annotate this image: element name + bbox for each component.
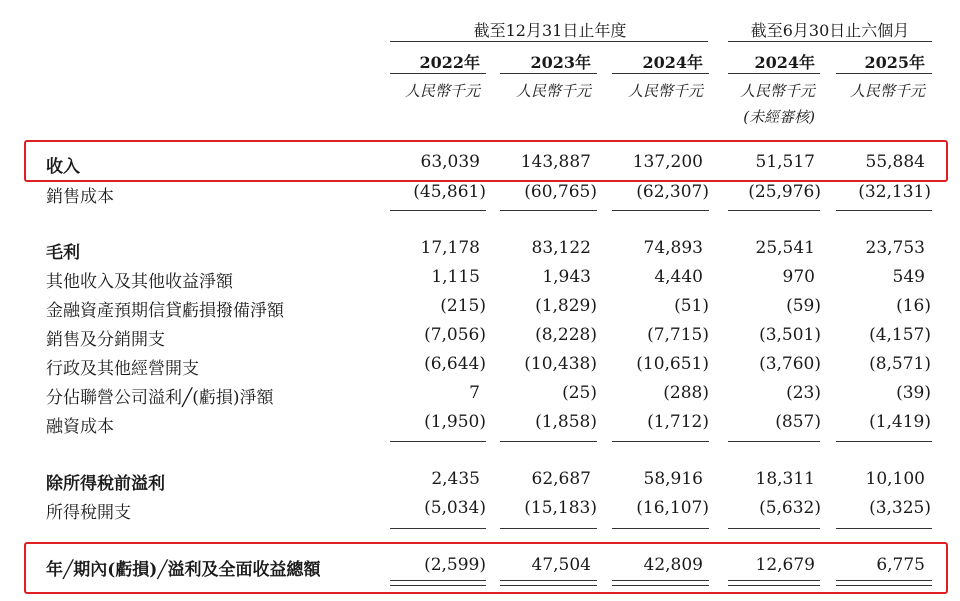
total-double-rule (836, 580, 932, 586)
unit-label: 人民幣千元 (404, 82, 480, 100)
header-group-fiscal-year-rule (390, 41, 708, 42)
table-row (0, 325, 960, 351)
subtotal-rule (728, 528, 820, 529)
subtotal-rule (612, 210, 709, 211)
cell: 25,541 (755, 238, 815, 258)
cell: 970 (782, 267, 815, 287)
cell: (5,034) (424, 498, 486, 518)
table-row (0, 498, 960, 524)
cell: 42,809 (643, 555, 703, 575)
cell: (62,307) (636, 182, 709, 202)
cell: (8,228) (535, 325, 597, 345)
subtotal-rule (612, 441, 709, 442)
table-row (0, 383, 960, 409)
cell: (45,861) (413, 182, 486, 202)
total-double-rule (500, 580, 597, 586)
cell: 1,115 (431, 267, 480, 287)
cell: (1,858) (535, 412, 597, 432)
cell: (1,419) (869, 412, 931, 432)
cell: (7,715) (647, 325, 709, 345)
cell: 4,440 (654, 267, 703, 287)
cell: (39) (896, 383, 931, 403)
cell: 51,517 (755, 152, 815, 172)
cell: 6,775 (876, 555, 925, 575)
total-double-rule (390, 580, 486, 586)
cell: 549 (892, 267, 925, 287)
cell: 12,679 (755, 555, 815, 575)
row-label-admin-expenses: 行政及其他經營開支 (46, 359, 199, 379)
cell: (15,183) (524, 498, 597, 518)
cell: 74,893 (643, 238, 703, 258)
year-header: 2024年 (754, 53, 815, 72)
table-row (0, 296, 960, 322)
row-label-selling-expenses: 銷售及分銷開支 (46, 330, 165, 350)
table-row (0, 555, 960, 581)
table-row (0, 182, 960, 208)
subtotal-rule (500, 210, 597, 211)
unit-label: 人民幣千元 (627, 82, 703, 100)
subtotal-rule (390, 441, 486, 442)
row-label-cost-of-sales: 銷售成本 (46, 187, 114, 207)
row-label-revenue: 收入 (46, 157, 80, 177)
subtotal-rule (390, 210, 486, 211)
cell: (215) (440, 296, 486, 316)
subtotal-rule (500, 528, 597, 529)
cell: 58,916 (643, 469, 703, 489)
subtotal-rule (500, 441, 597, 442)
year-header: 2023年 (530, 53, 591, 72)
cell: 7 (469, 383, 480, 403)
table-row (0, 152, 960, 178)
cell: 83,122 (531, 238, 591, 258)
cell: 143,887 (520, 152, 591, 172)
subtotal-rule (728, 210, 820, 211)
cell: (7,056) (424, 325, 486, 345)
cell: 47,504 (531, 555, 591, 575)
cell: (3,501) (759, 325, 821, 345)
row-label-finance-costs: 融資成本 (46, 417, 114, 437)
cell: (16,107) (636, 498, 709, 518)
unit-label: 人民幣千元 (739, 82, 815, 100)
cell: (5,632) (759, 498, 821, 518)
unit-label: 人民幣千元 (515, 82, 591, 100)
year-rule (612, 73, 709, 74)
cell: (10,438) (524, 354, 597, 374)
row-label-ecl-allowance: 金融資產預期信貸虧損撥備淨額 (46, 301, 284, 321)
table-row (0, 469, 960, 495)
subtotal-rule (612, 528, 709, 529)
header-group-half-year: 截至6月30日止六個月 (750, 21, 910, 40)
year-rule (500, 73, 597, 74)
subtotal-rule (728, 441, 820, 442)
subtotal-rule (390, 528, 486, 529)
table-row (0, 412, 960, 438)
cell: (4,157) (869, 325, 931, 345)
row-label-share-of-associates: 分佔聯營公司溢利╱(虧損)淨額 (46, 388, 274, 408)
cell: 17,178 (420, 238, 480, 258)
unit-label: 人民幣千元 (849, 82, 925, 100)
row-label-profit-before-tax: 除所得稅前溢利 (46, 474, 165, 494)
year-header: 2022年 (419, 53, 480, 72)
cell: (1,712) (647, 412, 709, 432)
row-label-income-tax: 所得稅開支 (46, 503, 131, 523)
cell: (857) (775, 412, 821, 432)
cell: (2,599) (424, 555, 486, 575)
table-row (0, 267, 960, 293)
total-double-rule (728, 580, 820, 586)
cell: 62,687 (531, 469, 591, 489)
cell: (60,765) (524, 182, 597, 202)
total-double-rule (612, 580, 709, 586)
year-rule (390, 73, 486, 74)
header-group-fiscal-year: 截至12月31日止年度 (473, 21, 627, 40)
cell: (51) (674, 296, 709, 316)
table-row (0, 238, 960, 264)
row-label-total-comprehensive: 年╱期內(虧損)╱溢利及全面收益總額 (46, 560, 321, 580)
cell: 23,753 (865, 238, 925, 258)
subtotal-rule (836, 210, 932, 211)
cell: (25) (562, 383, 597, 403)
cell: 10,100 (865, 469, 925, 489)
cell: (288) (663, 383, 709, 403)
cell: (1,829) (535, 296, 597, 316)
cell: (32,131) (858, 182, 931, 202)
cell: (23) (786, 383, 821, 403)
cell: (25,976) (748, 182, 821, 202)
cell: (3,325) (869, 498, 931, 518)
year-header: 2025年 (864, 53, 925, 72)
subtotal-rule (836, 441, 932, 442)
cell: 137,200 (632, 152, 703, 172)
cell: 18,311 (755, 469, 815, 489)
subtotal-rule (836, 528, 932, 529)
unaudited-note: (未經審核) (743, 108, 815, 126)
cell: (16) (896, 296, 931, 316)
cell: 63,039 (420, 152, 480, 172)
cell: (59) (786, 296, 821, 316)
year-rule (728, 73, 820, 74)
cell: (6,644) (424, 354, 486, 374)
row-label-gross-profit: 毛利 (46, 243, 80, 263)
cell: 55,884 (865, 152, 925, 172)
cell: (8,571) (869, 354, 931, 374)
year-header: 2024年 (642, 53, 703, 72)
cell: (3,760) (759, 354, 821, 374)
header-group-half-year-rule (728, 41, 932, 42)
cell: 1,943 (542, 267, 591, 287)
cell: (10,651) (636, 354, 709, 374)
year-rule (836, 73, 932, 74)
row-label-other-income: 其他收入及其他收益淨額 (46, 272, 233, 292)
cell: (1,950) (424, 412, 486, 432)
table-row (0, 354, 960, 380)
cell: 2,435 (431, 469, 480, 489)
